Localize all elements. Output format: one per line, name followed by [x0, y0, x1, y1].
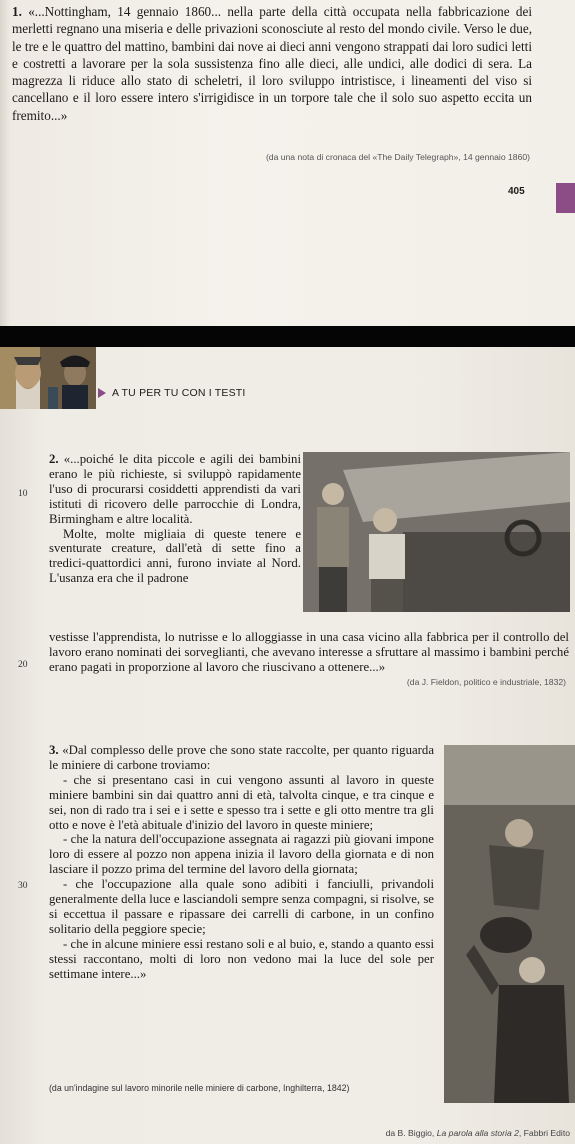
section-header-illustration [0, 347, 96, 409]
section-marker-icon [98, 388, 106, 398]
text-2-part-b: Molte, molte migliaia di queste tenere e sventurate creature, dall'età di sette fino a tredici-quattordici anni, furono inviate al Nord. L'usanza era che il padrone [49, 526, 301, 586]
gutter-shadow [0, 0, 10, 326]
text-3-number: 3. [49, 743, 59, 757]
page-number: 405 [508, 186, 525, 197]
text-3-paragraph [49, 743, 434, 982]
text-1-number: 1. [12, 4, 22, 19]
factory-photo-drawing [303, 452, 570, 612]
text-1-source: (da una nota di cronaca del «The Daily Telegraph», 14 gennaio 1860) [265, 152, 530, 162]
page-separator [0, 326, 575, 347]
text-1-paragraph [12, 3, 532, 124]
text-3-item-2: - che la natura dell'occupazione assegnata ai ragazzi più giovani impone loro di essere al pozzo non appena inizia il lavoro della giornata e di non lasciare il pozzo prima del termine del lavoro della giornata; [49, 832, 434, 877]
credit-title: La parola alla storia 2 [436, 1128, 519, 1138]
credit-suffix: , Fabbri Edito [518, 1128, 570, 1138]
text-3-item-1: - che si presentano casi in cui vengono assunti al lavoro in queste miniere bambini sin dai quattro anni di età, talvolta cinque, e tra cinque e sei, non di rado tra i sei e i sette e spesso tra i sette e gli otto mentre tra gli otto e nove è l'età abituale d'inizio del lavoro in queste miniere; [49, 772, 434, 832]
child-labor-factory-photo [303, 452, 570, 612]
mine-photo-drawing [444, 745, 575, 1103]
text-1-body: «...Nottingham, 14 gennaio 1860... nella parte della città occupata nella fabbricazione dei merletti regnano una miseria e delle privazioni sconosciute al resto del mondo civile. Verso le due, le tre e le quattro del mattino, bambini dai nove ai dieci anni vengono strappati dai loro sudici letti e costretti a lavorare per la sola sussistenza fino alle dieci, alle undici, alle dodici di sera. La magrezza li riduce allo stato di scheletri, il loro sviluppo intristisce, i lineamenti del viso si cancellano e il loro essere intero s'irrigidisce in un torpore tale che il solo suo aspetto eccita un fremito...» [12, 4, 533, 123]
text-2-paragraph-bottom [49, 630, 569, 675]
line-number-10: 10 [18, 489, 28, 499]
text-2-part-a: «...poiché le dita piccole e agili dei bambini erano le più richieste, si sviluppò rapidamente l'uso di procurarsi cosiddetti apprendisti da vari istituti di ricovero delle parrocchie di Londra, Birmingham e altre località. [49, 452, 302, 526]
text-2-paragraph-top [49, 452, 301, 586]
text-3-item-4: - che in alcune miniere essi restano soli e al buio, e, stando a quanto essi stessi raccontano, molti di loro non vedono mai la luce del sole per settimane intere...» [49, 936, 434, 981]
text-2-source: (da J. Fieldon, politico e industriale, 1832) [406, 677, 566, 687]
book-credit [300, 1128, 570, 1138]
header-illustration-figures [0, 347, 96, 409]
text-2-part-c: vestisse l'apprendista, lo nutrisse e lo alloggiasse in una casa vicino alla fabbrica per il controllo del lavoro erano nominati dei sorveglianti, che avevano interesse a sfruttare al massimo i bambini perché erano pagati in proporzione al lavoro che riuscivano a ottenere...» [49, 630, 569, 674]
text-3-intro: «Dal complesso delle prove che sono state raccolte, per quanto riguarda le miniere di carbone troviamo: [49, 743, 434, 772]
text-3-item-3: - che l'occupazione alla quale sono adibiti i fanciulli, privandoli generalmente della luce e lasciandoli sempre senza compagni, si risolve, se si eccettua il passare e ripassare dei carrelli di carbone, in un confino solitario della peggiore specie; [49, 877, 434, 936]
line-number-30: 30 [18, 881, 28, 891]
line-number-20: 20 [18, 660, 28, 670]
child-mine-worker-photo [444, 745, 575, 1103]
credit-prefix: da B. Biggio, [385, 1128, 437, 1138]
text-2-number: 2. [49, 452, 59, 466]
text-3-source: (da un'indagine sul lavoro minorile nelle miniere di carbone, Inghilterra, 1842) [49, 1083, 350, 1093]
page-tab-marker [556, 183, 575, 213]
section-title: A TU PER TU CON I TESTI [112, 387, 246, 399]
